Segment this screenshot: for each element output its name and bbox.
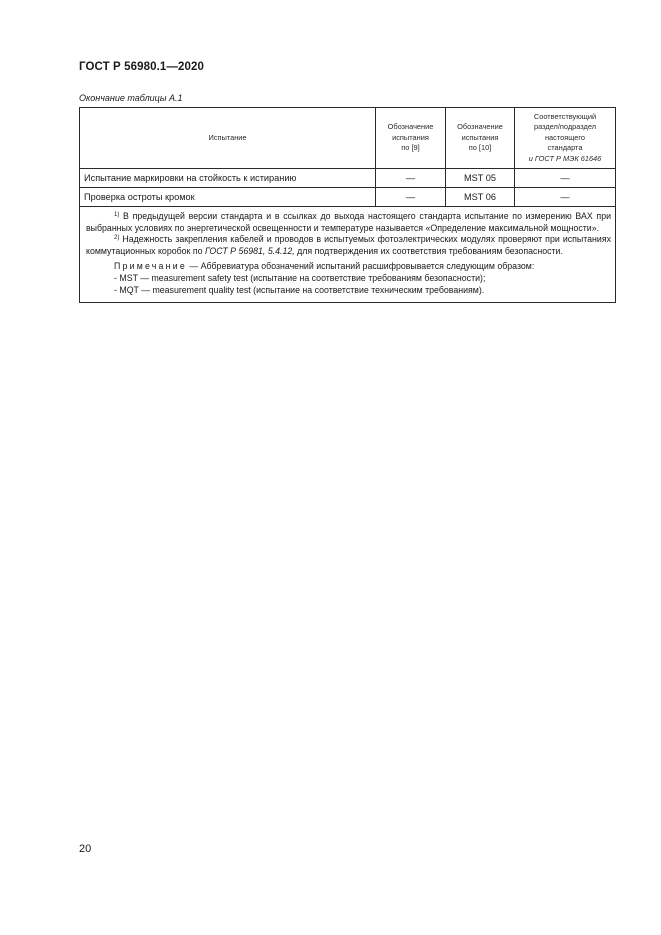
footnote-1-marker: 1) bbox=[114, 212, 120, 218]
table-header-row bbox=[80, 108, 616, 169]
page-number: 20 bbox=[79, 843, 92, 855]
footnote-2-reference: ГОСТ Р 56981, 5.4.12, bbox=[204, 245, 295, 256]
footnote-2 bbox=[86, 234, 611, 257]
section-cell: — bbox=[515, 169, 616, 188]
tests-table bbox=[79, 107, 616, 303]
footnote-2-marker: 2) bbox=[114, 235, 120, 242]
column-header-mark-10: Обозначение испытания по [10] bbox=[446, 108, 515, 169]
document-code: ГОСТ Р 56980.1—2020 bbox=[79, 61, 204, 73]
section-cell: — bbox=[515, 188, 616, 207]
note-label: Примечание bbox=[114, 261, 187, 272]
mark-9-cell: — bbox=[376, 169, 446, 188]
test-name-cell: Испытание маркировки на стойкость к истиранию bbox=[80, 169, 376, 188]
column-header-test: Испытание bbox=[80, 108, 376, 169]
note-item-mst: - MST — measurement safety test (испытание на соответствие требованиям безопасности); bbox=[114, 272, 486, 283]
mark-9-cell: — bbox=[376, 188, 446, 207]
note-item-mqt: - MQT — measurement quality test (испытание на соответствие техническим требованиям). bbox=[114, 284, 485, 295]
table-notes-row bbox=[80, 207, 616, 303]
table-notes-cell bbox=[80, 207, 616, 303]
mark-10-cell: MST 05 bbox=[446, 169, 515, 188]
table-row bbox=[80, 188, 616, 207]
table-row bbox=[80, 169, 616, 188]
footnote-1-text: В предыдущей версии стандарта и в ссылках до выхода настоящего стандарта испытание по измерению ВАХ при выбранных условиях по энергетической освещенности и температуре называется «Определение максимальной мощности». bbox=[86, 211, 611, 233]
column-header-mark-9: Обозначение испытания по [9] bbox=[376, 108, 446, 169]
mark-10-cell: MST 06 bbox=[446, 188, 515, 207]
table-caption: Окончание таблицы А.1 bbox=[79, 93, 183, 103]
note-heading bbox=[86, 261, 611, 273]
footnote-2-text: Надежность закрепления кабелей и проводов в испытуемых фотоэлектрических модулях проверяют при испытаниях коммутационных коробок по bbox=[86, 234, 611, 256]
column-header-section: Соответствующий раздел/подраздел настоящего стандарта и ГОСТ Р МЭК 61646 bbox=[515, 108, 616, 169]
note-intro: — Аббревиатура обозначений испытаний расшифровывается следующим образом: bbox=[186, 261, 535, 272]
footnote-2-text-end: для подтверждения их соответствия требованиям безопасности. bbox=[294, 245, 563, 256]
footnote-1 bbox=[86, 211, 611, 234]
test-name-cell: Проверка остроты кромок bbox=[80, 188, 376, 207]
